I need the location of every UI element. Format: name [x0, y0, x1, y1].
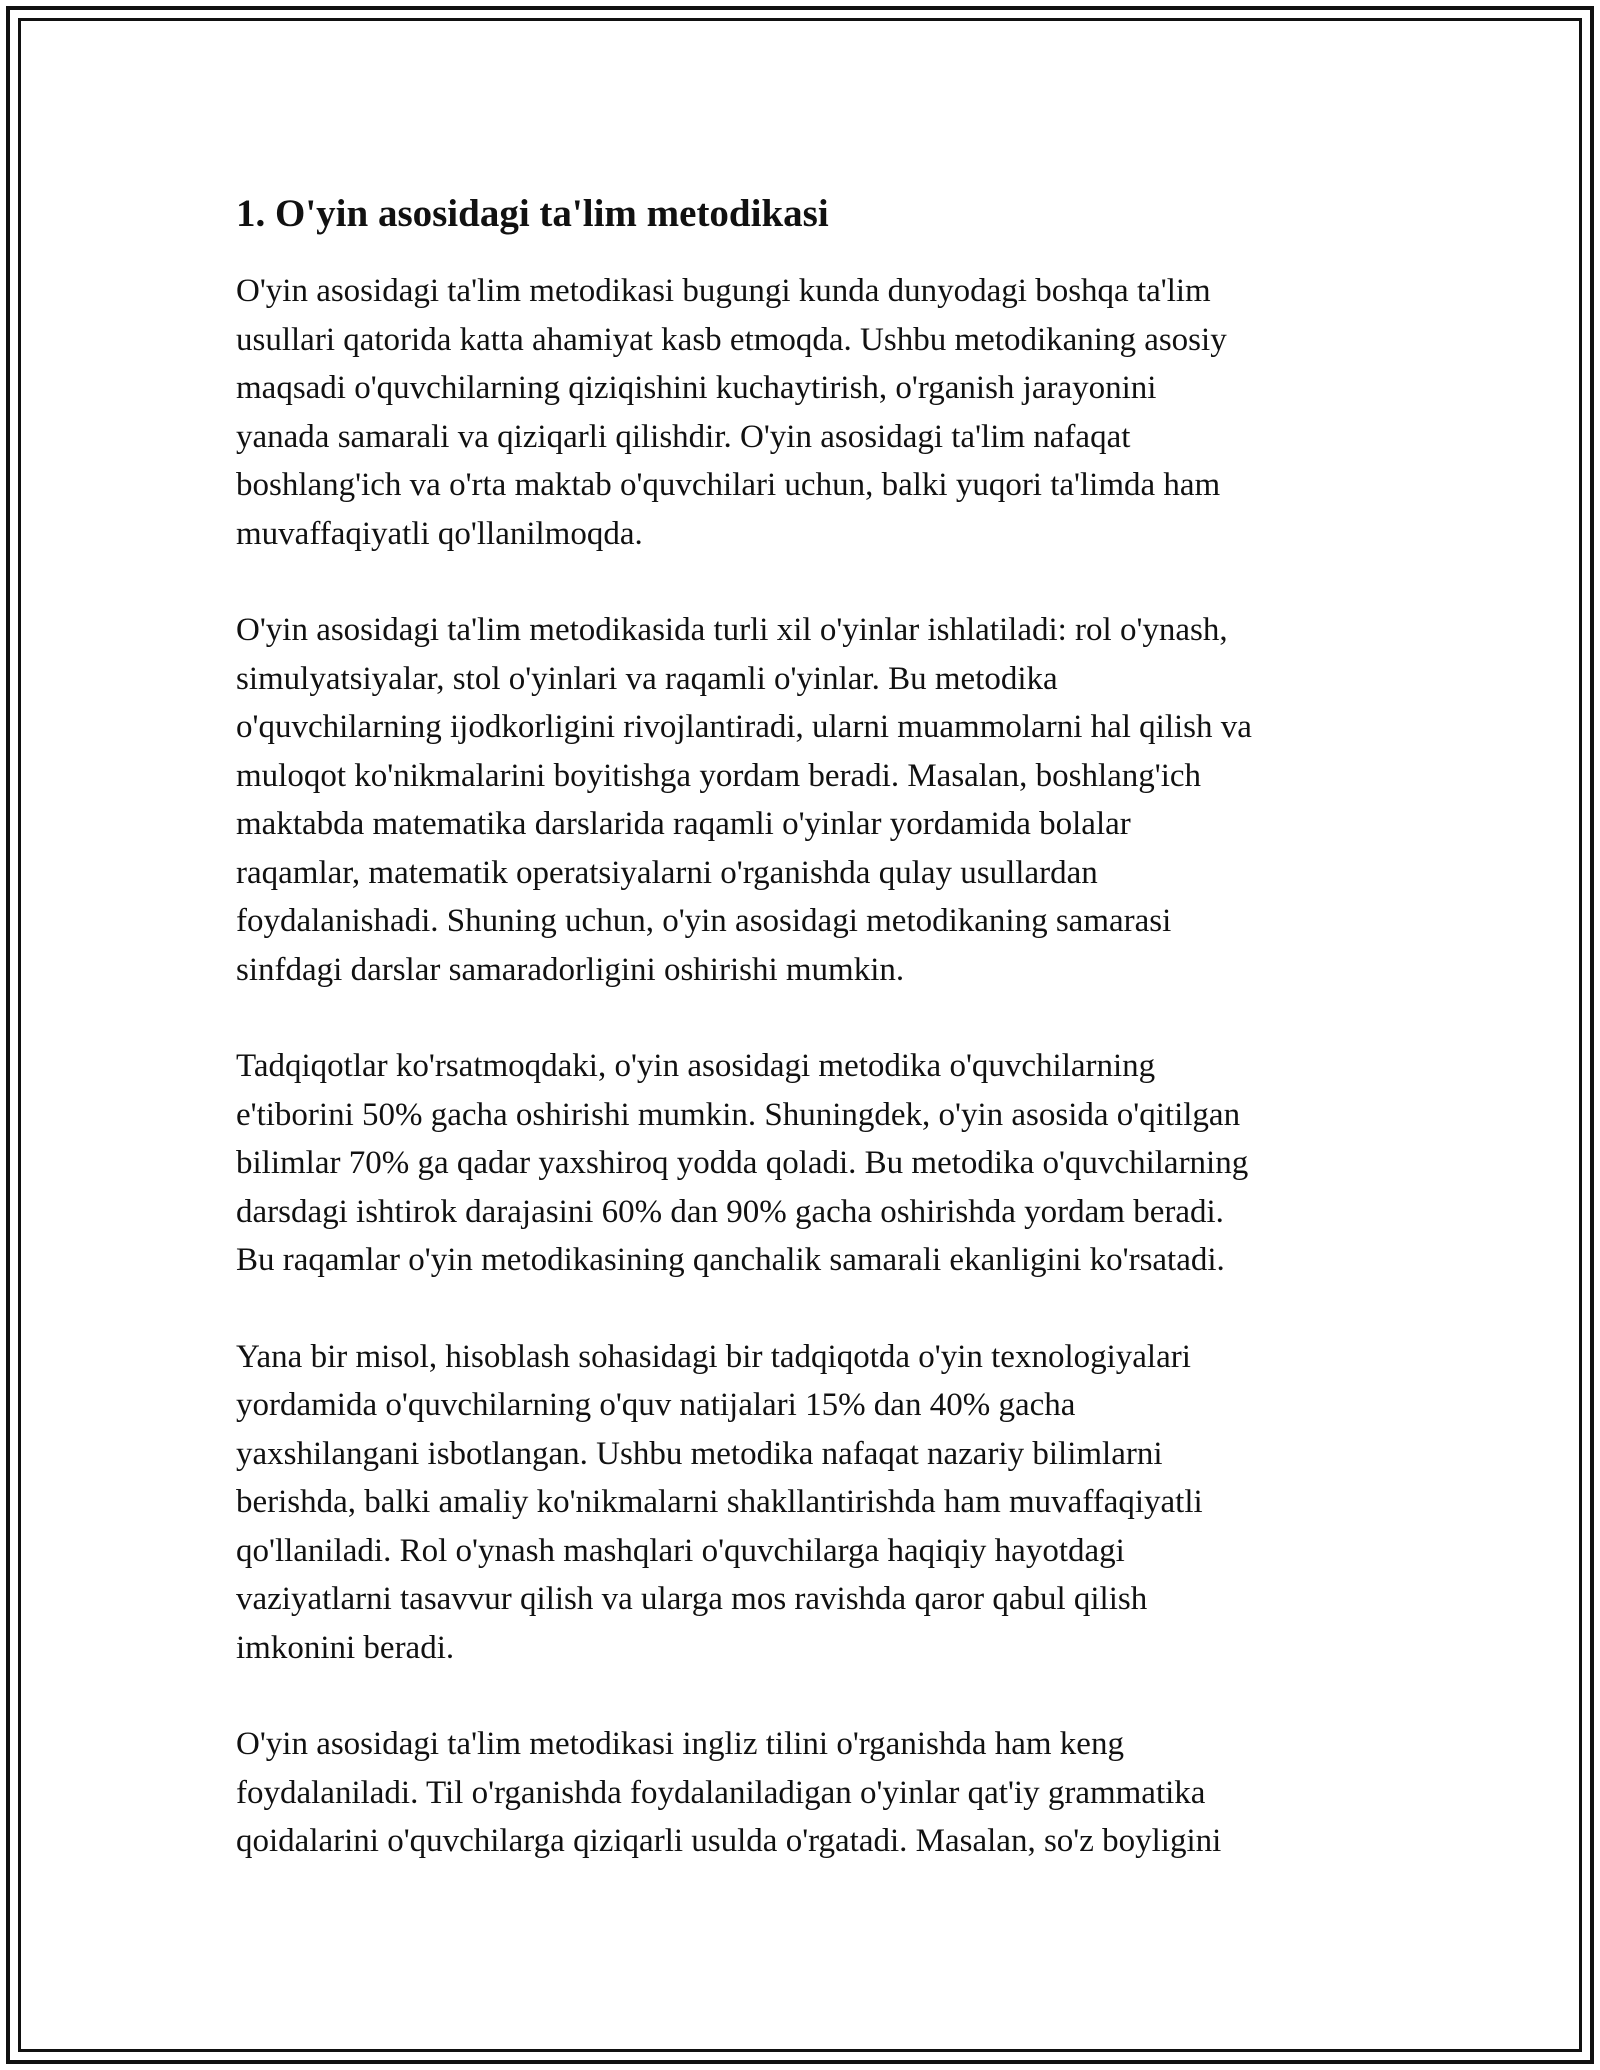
- section-heading: 1. O'yin asosidagi ta'lim metodikasi: [236, 192, 829, 235]
- paragraph-intro: O'yin asosidagi ta'lim metodikasi bugungi kunda dunyodagi boshqa ta'lim usullari qatorida katta ahamiyat kasb etmoqda. Ushbu metodikaning asosiy maqsadi o'quvchilarning qiziqishini kuchaytirish, o'rganish jarayonini yanada samarali va qiziqarli qilishdir. O'yin asosidagi ta'lim nafaqat boshlang'ich va o'rta maktab o'quvchilari uchun, balki yuqori ta'limda ham muvaffaqiyatli qo'llanilmoqda.: [236, 273, 1227, 552]
- paragraph-game-types: O'yin asosidagi ta'lim metodikasida turli xil o'yinlar ishlatiladi: rol o'ynash, simulyatsiyalar, stol o'yinlari va raqamli o'yinlar. Bu metodika o'quvchilarning ijodkorligini rivojlantiradi, ularni muammolarni hal qilish va muloqot ko'nikmalarini boyitishga yordam beradi. Masalan, boshlang'ich maktabda matematika darslarida raqamli o'yinlar yordamida bolalar raqamlar, matematik operatsiyalarni o'rganishda qulay usullardan foydalanishadi. Shuning uchun, o'yin asosidagi metodikaning samarasi sinfdagi darslar samaradorligini oshirishi mumkin.: [236, 612, 1252, 988]
- document-body: [236, 186, 1376, 1914]
- paragraph-english-learning: O'yin asosidagi ta'lim metodikasi ingliz tilini o'rganishda ham keng foydalaniladi. Til o'rganishda foydalaniladigan o'yinlar qat'iy grammatika qoidalarini o'quvchilarga qiziqarli usulda o'rgatadi. Masalan, so'z boyligini: [236, 1726, 1222, 1859]
- paragraph-example-study: Yana bir misol, hisoblash sohasidagi bir tadqiqotda o'yin texnologiyalari yordamida o'quvchilarning o'quv natijalari 15% dan 40% gacha yaxshilangani isbotlangan. Ushbu metodika nafaqat nazariy bilimlarni berishda, balki amaliy ko'nikmalarni shakllantirishda ham muvaffaqiyatli qo'llaniladi. Rol o'ynash mashqlari o'quvchilarga haqiqiy hayotdagi vaziyatlarni tasavvur qilish va ularga mos ravishda qaror qabul qilish imkonini beradi.: [236, 1338, 1203, 1666]
- paragraph-research-stats: Tadqiqotlar ko'rsatmoqdaki, o'yin asosidagi metodika o'quvchilarning e'tiborini 50% gacha oshirishi mumkin. Shuningdek, o'yin asosida o'qitilgan bilimlar 70% ga qadar yaxshiroq yodda qoladi. Bu metodika o'quvchilarning darsdagi ishtirok darajasini 60% dan 90% gacha oshirishda yordam beradi. Bu raqamlar o'yin metodikasining qanchalik samarali ekanligini ko'rsatadi.: [236, 1048, 1249, 1278]
